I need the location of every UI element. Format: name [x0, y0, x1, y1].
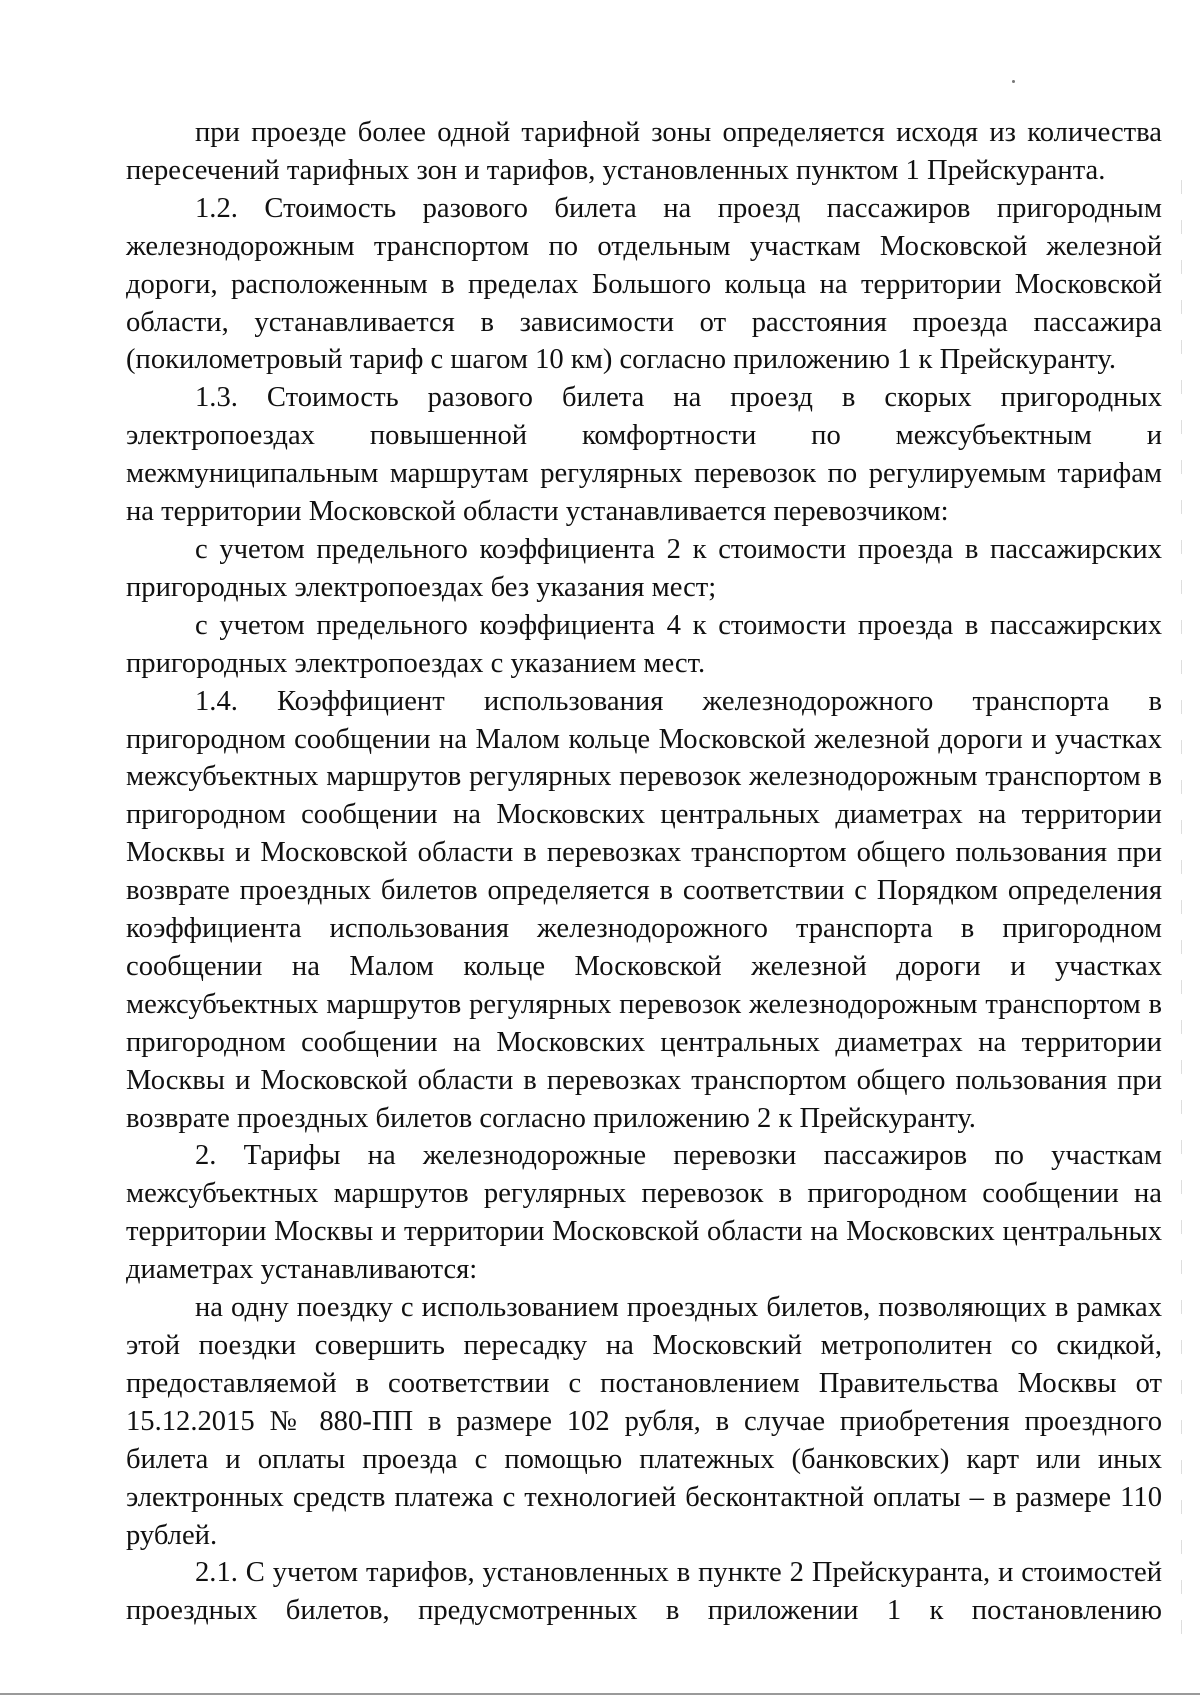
paragraph-coefficient-4: с учетом предельного коэффициента 4 к стоимости проезда в пассажирских пригородных электропоездах с указанием мест.	[126, 609, 1162, 679]
paragraph-zone-continuation: при проезде более одной тарифной зоны определяется исходя из количества пересечений тарифных зон и тарифов, установленных пунктом 1 Прейскуранта.	[126, 117, 1162, 186]
paragraph-2-1: 2.1. С учетом тарифов, установленных в пункте 2 Прейскуранта, и стоимостей проездных билетов, предусмотренных в приложении 1 к постановлению	[126, 1557, 1162, 1627]
scan-bottom-edge	[0, 1693, 1200, 1695]
scan-dot	[1012, 80, 1015, 83]
paragraph-1-2: 1.2. Стоимость разового билета на проезд пассажиров пригородным железнодорожным транспортом по отдельным участкам Московской железной дороги, расположенным в пределах Большого кольца на территории Московской области, устанавливается в зависимости от расстояния проезда пассажира (покилометровый тариф с шагом 10 км) согласно приложению 1 к Прейскуранту.	[126, 192, 1162, 376]
paragraph-2: 2. Тарифы на железнодорожные перевозки пассажиров по участкам межсубъектных маршрутов регулярных перевозок в пригородном сообщении на территории Москвы и территории Московской области на Московских центральных диаметрах устанавливаются:	[126, 1140, 1162, 1286]
paragraph-1-3: 1.3. Стоимость разового билета на проезд в скорых пригородных электропоездах повышенной комфортности по межсубъектным и межмуниципальным маршрутам регулярных перевозок по регулируемым тарифам на территории Московской области устанавливается перевозчиком:	[126, 382, 1162, 528]
paragraph-coefficient-2: с учетом предельного коэффициента 2 к стоимости проезда в пассажирских пригородных электропоездах без указания мест;	[126, 533, 1162, 603]
document-body	[126, 114, 1162, 1630]
scan-right-edge	[1181, 180, 1182, 1660]
paragraph-single-trip: на одну поездку с использованием проездных билетов, позволяющих в рамках этой поездки совершить пересадку на Московский метрополитен со скидкой, предоставляемой в соответствии с постановлением Правительства Москвы от 15.12.2015 № 880-ПП в размере 102 рубля, в случае приобретения проездного билета и оплаты проезда с помощью платежных (банковских) карт или иных электронных средств платежа с технологией бесконтактной оплаты – в размере 110 рублей.	[126, 1292, 1162, 1551]
paragraph-1-4: 1.4. Коэффициент использования железнодорожного транспорта в пригородном сообщении на Малом кольце Московской железной дороги и участках межсубъектных маршрутов регулярных перевозок железнодорожным транспортом в пригородном сообщении на Московских центральных диаметрах на территории Москвы и Московской области в перевозках транспортом общего пользования при возврате проездных билетов определяется в соответствии с Порядком определения коэффициента использования железнодорожного транспорта в пригородном сообщении на Малом кольце Московской железной дороги и участках межсубъектных маршрутов регулярных перевозок железнодорожным транспортом в пригородном сообщении на Московских центральных диаметрах на территории Москвы и Московской области в перевозках транспортом общего пользования при возврате проездных билетов согласно приложению 2 к Прейскуранту.	[126, 685, 1162, 1134]
